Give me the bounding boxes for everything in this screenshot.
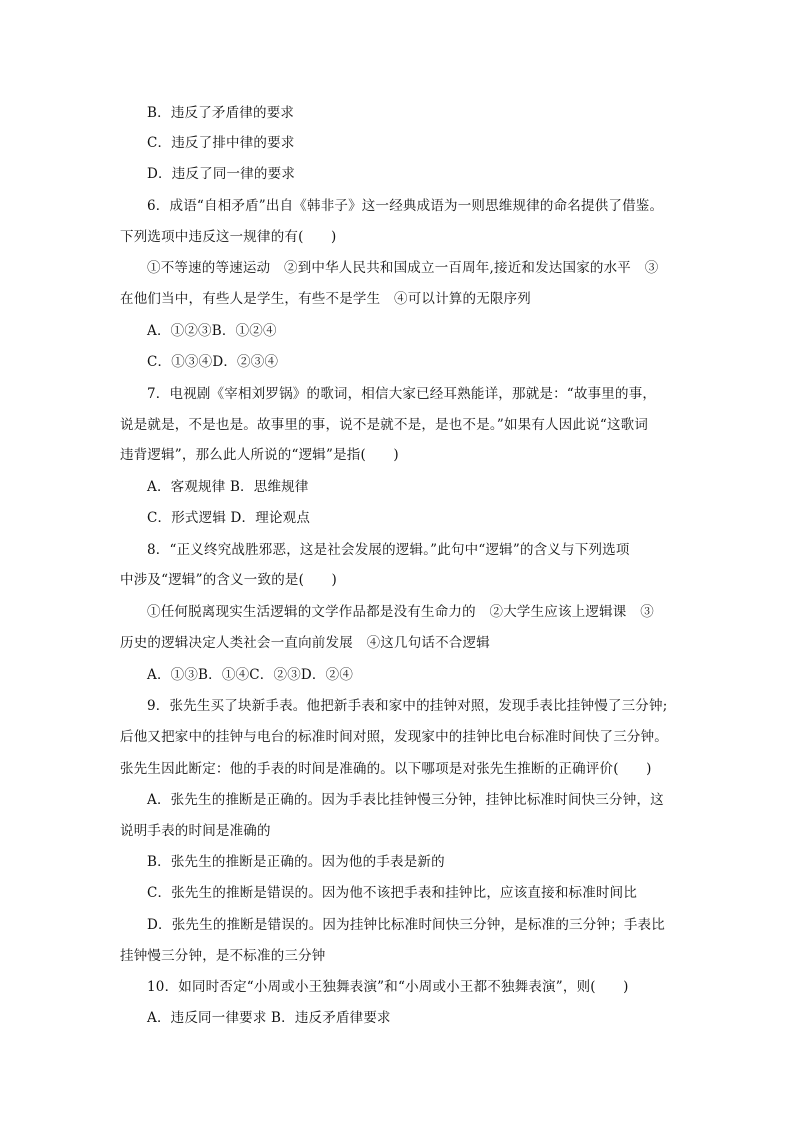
question-7-stem-cont: 说是就是，不是也是。故事里的事，说不是就不是，是也不是。”如果有人因此说“这歌词 bbox=[120, 417, 649, 433]
question-9-stem: 9．张先生买了块新手表。他把新手表和家中的挂钟对照，发现手表比挂钟慢了三分钟; bbox=[147, 698, 668, 714]
question-6-stem: 6．成语“自相矛盾”出自《韩非子》这一经典成语为一则思维规律的命名提供了借鉴。 bbox=[147, 198, 664, 214]
question-7-stem-end: 违背逻辑”，那么此人所说的“逻辑”是指( ) bbox=[120, 447, 399, 463]
option-a-q9: A．张先生的推断是正确的。因为手表比挂钟慢三分钟，挂钟比标准时间快三分钟，这 bbox=[147, 792, 664, 808]
question-7-stem: 7．电视剧《宰相刘罗锅》的歌词，相信大家已经耳熟能详，那就是：“故事里的事， bbox=[147, 386, 657, 402]
option-b-q5: B．违反了矛盾律的要求 bbox=[147, 105, 295, 121]
question-8-stem-cont: 中涉及“逻辑”的含义一致的是( ) bbox=[120, 572, 337, 588]
option-d-q5: D．违反了同一律的要求 bbox=[147, 166, 296, 182]
question-8-items: ①任何脱离现实生活逻辑的文学作品都是没有生命力的 ②大学生应该上逻辑课 ③ bbox=[147, 604, 654, 620]
option-c-q5: C．违反了排中律的要求 bbox=[147, 135, 295, 151]
question-9-stem-cont: 后他又把家中的挂钟与电台的标准时间对照，发现家中的挂钟比电台标准时间快了三分钟。 bbox=[120, 729, 668, 745]
option-d-q9: D．张先生的推断是错误的。因为挂钟比标准时间快三分钟，是标准的三分钟；手表比 bbox=[147, 917, 665, 933]
option-a-q9-cont: 说明手表的时间是准确的 bbox=[120, 823, 271, 839]
question-10-stem: 10．如同时否定“小周或小王独舞表演”和“小周或小王都不独舞表演”，则( ) bbox=[147, 979, 629, 995]
option-b-q9: B．张先生的推断是正确的。因为他的手表是新的 bbox=[147, 854, 445, 870]
question-8-stem: 8．“正义终究战胜邪恶，这是社会发展的逻辑。”此句中“逻辑”的含义与下列选项 bbox=[147, 542, 630, 558]
question-7-options-ab: A．客观规律 B．思维规律 bbox=[147, 479, 309, 495]
option-c-q9: C．张先生的推断是错误的。因为他不该把手表和挂钟比，应该直接和标准时间比 bbox=[147, 885, 638, 901]
question-8-items-cont: 历史的逻辑决定人类社会一直向前发展 ④这几句话不合逻辑 bbox=[120, 635, 490, 651]
question-6-items-cont: 在他们当中，有些人是学生，有些不是学生 ④可以计算的无限序列 bbox=[120, 291, 531, 307]
question-9-stem-end: 张先生因此断定：他的手表的时间是准确的。以下哪项是对张先生推断的正确评价( ) bbox=[120, 761, 652, 777]
question-10-options-ab: A．违反同一律要求 B．违反矛盾律要求 bbox=[147, 1010, 391, 1026]
question-7-options-cd: C．形式逻辑 D．理论观点 bbox=[147, 510, 311, 526]
question-6-options-ab: A．①②③B．①②④ bbox=[147, 323, 277, 339]
question-6-items: ①不等速的等速运动 ②到中华人民共和国成立一百周年,接近和发达国家的水平 ③ bbox=[147, 260, 659, 276]
question-6-options-cd: C．①③④D．②③④ bbox=[147, 354, 279, 370]
question-6-stem-cont: 下列选项中违反这一规律的有( ) bbox=[120, 229, 337, 245]
question-8-options: A．①③B．①④C．②③D．②④ bbox=[147, 667, 354, 683]
option-d-q9-cont: 挂钟慢三分钟，是不标准的三分钟 bbox=[120, 948, 326, 964]
